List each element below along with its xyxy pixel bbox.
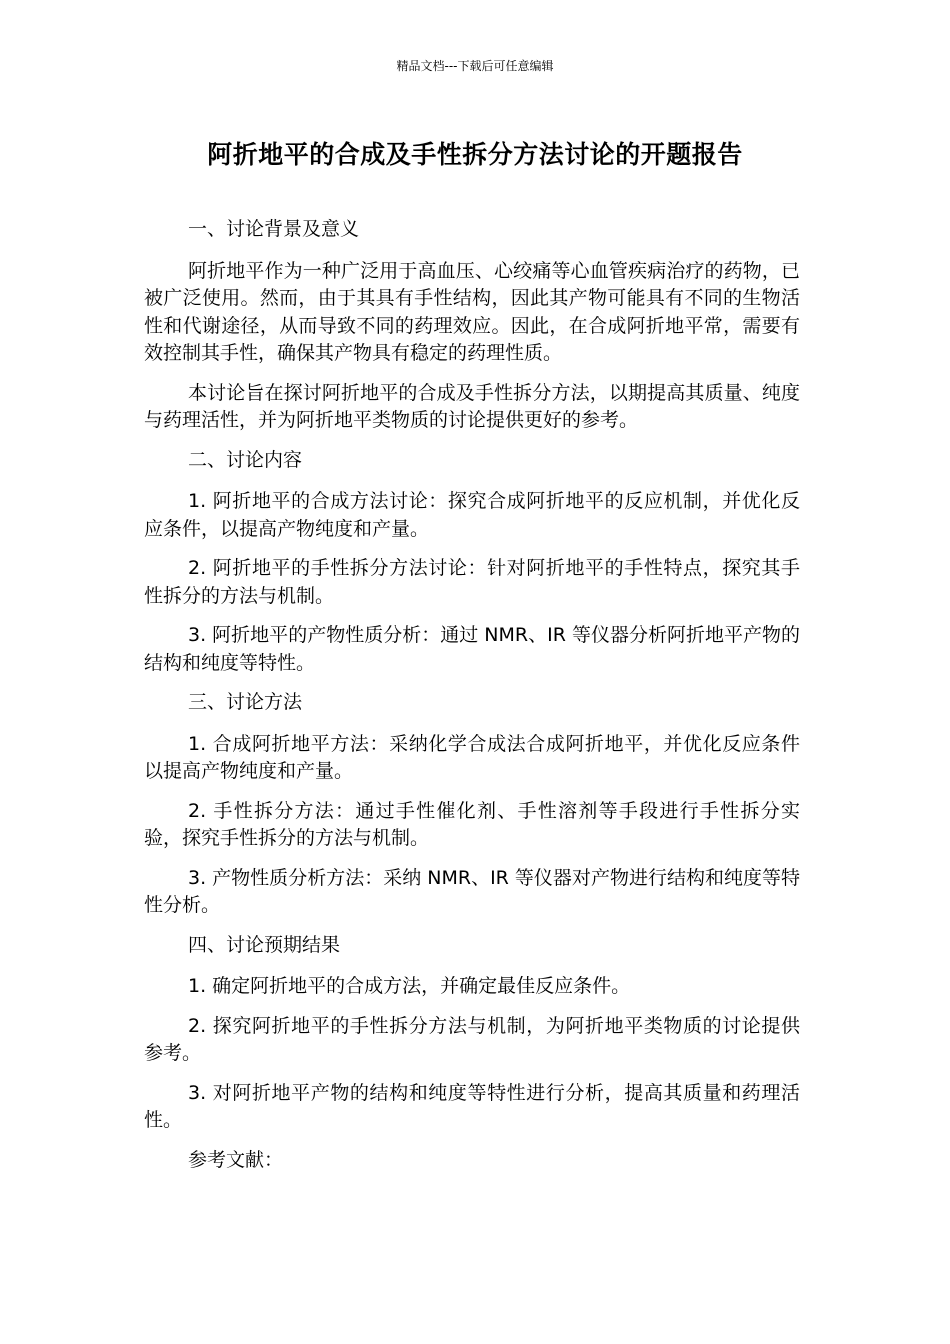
section-heading-content: 二、讨论内容 xyxy=(188,448,303,471)
methods-item-1: 1. 合成阿折地平方法：采纳化学合成法合成阿折地平，并优化反应条件以提高产物纯度和产量。 xyxy=(144,732,800,782)
content-item-1: 1. 阿折地平的合成方法讨论：探究合成阿折地平的反应机制，并优化反应条件，以提高产物纯度和产量。 xyxy=(144,490,800,540)
header-note: 精品文档---下载后可任意编辑 xyxy=(396,59,554,73)
section-heading-background: 一、讨论背景及意义 xyxy=(188,218,360,240)
document-body xyxy=(144,216,800,1188)
methods-item-2: 2. 手性拆分方法：通过手性催化剂、手性溶剂等手段进行手性拆分实验，探究手性拆分的方法与机制。 xyxy=(144,799,800,849)
section-heading-methods: 三、讨论方法 xyxy=(188,691,303,713)
methods-item-3: 3. 产物性质分析方法：采纳 NMR、IR 等仪器对产物进行结构和纯度等特性分析。 xyxy=(144,866,800,916)
results-item-1: 1. 确定阿折地平的合成方法，并确定最佳反应条件。 xyxy=(188,975,631,997)
document-title: 阿折地平的合成及手性拆分方法讨论的开题报告 xyxy=(207,140,743,169)
background-paragraph-1: 阿折地平作为一种广泛用于高血压、心绞痛等心血管疾病治疗的药物，已被广泛使用。然而，由于其具有手性结构，因此其产物可能具有不同的生物活性和代谢途径，从而导致不同的药理效应。因此，在合成阿折地平常，需要有效控制其手性，确保其产物具有稳定的药理性质。 xyxy=(144,259,800,364)
content-item-2: 2. 阿折地平的手性拆分方法讨论：针对阿折地平的手性特点，探究其手性拆分的方法与机制。 xyxy=(144,557,800,607)
results-item-3: 3. 对阿折地平产物的结构和纯度等特性进行分析，提高其质量和药理活性。 xyxy=(144,1081,800,1131)
section-heading-expected-results: 四、讨论预期结果 xyxy=(188,933,341,956)
content-item-3: 3. 阿折地平的产物性质分析：通过 NMR、IR 等仪器分析阿折地平产物的结构和纯度等特性。 xyxy=(144,624,800,674)
references-heading: 参考文献： xyxy=(188,1148,284,1171)
background-paragraph-2: 本讨论旨在探讨阿折地平的合成及手性拆分方法，以期提高其质量、纯度与药理活性，并为阿折地平类物质的讨论提供更好的参考。 xyxy=(144,381,800,431)
results-item-2: 2. 探究阿折地平的手性拆分方法与机制，为阿折地平类物质的讨论提供参考。 xyxy=(144,1014,800,1064)
